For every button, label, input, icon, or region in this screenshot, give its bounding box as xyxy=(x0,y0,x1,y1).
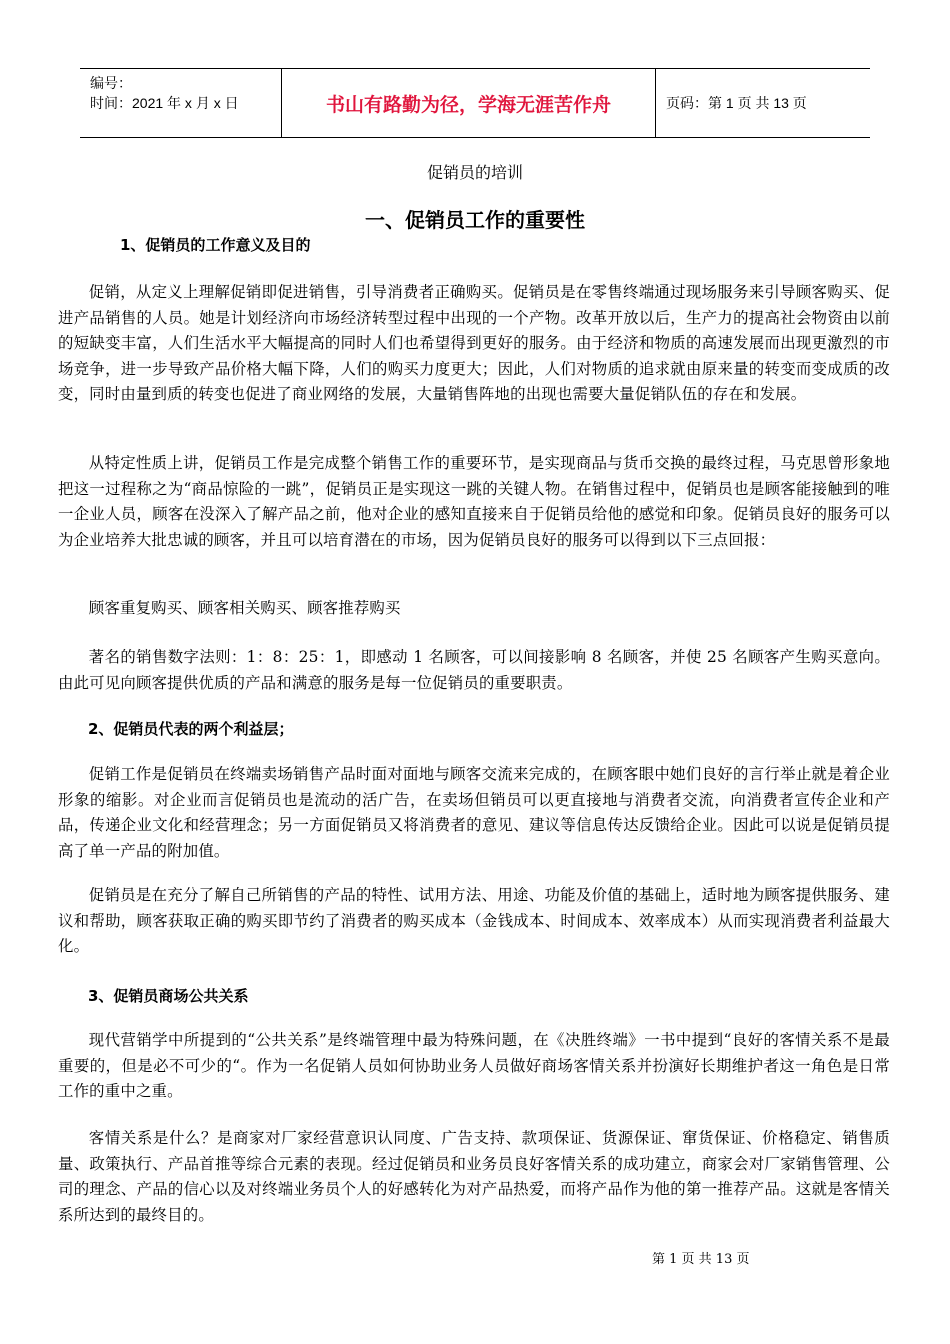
page-footer: 第 1 页 共 13 页 xyxy=(652,1252,750,1267)
header-meta-cell xyxy=(80,69,282,137)
paragraph: 客情关系是什么？是商家对厂家经营意识认同度、广告支持、款项保证、货源保证、窜货保证、价格稳定、销售质量、政策执行、产品首推等综合元素的表现。经过促销员和业务员良好客情关系的成功建立，商家会对厂家销售管理、公司的理念、产品的信心以及对终端业务员个人的好感转化为对产品热爱，而将产品作为他的第一推荐产品。这就是客情关系所达到的最终目的。 xyxy=(58,1129,890,1224)
paragraph: 从特定性质上讲，促销员工作是完成整个销售工作的重要环节，是实现商品与货币交换的最终过程，马克思曾形象地把这一过程称之为“商品惊险的一跳”，促销员正是实现这一跳的关键人物。在销售过程中，促销员也是顾客能接触到的唯一企业人员，顾客在没深入了解产品之前，他对企业的感知直接来自于促销员给他的感觉和印象。促销员良好的服务可以为企业培养大批忠诚的顾客，并且可以培育潜在的市场，因为促销员良好的服务可以得到以下三点回报： xyxy=(58,454,890,549)
paragraph: 促销工作是促销员在终端卖场销售产品时面对面地与顾客交流来完成的，在顾客眼中她们良好的言行举止就是着企业形象的缩影。对企业而言促销员也是流动的活广告，在卖场但销员可以更直接地与消费者交流，向消费者宣传企业和产品，传递企业文化和经营理念；另一方面促销员又将消费者的意见、建议等信息传达反馈给企业。因此可以说是促销员提高了单一产品的附加值。 xyxy=(58,765,890,860)
page-info: 页码：第 1 页 共 13 页 xyxy=(666,95,807,111)
header-page-cell xyxy=(656,69,870,137)
section-heading: 3、促销员商场公共关系 xyxy=(88,987,249,1005)
header-motto-cell xyxy=(282,69,656,137)
section-heading: 2、促销员代表的两个利益层； xyxy=(88,720,294,738)
document-title: 促销员的培训 xyxy=(426,163,523,182)
paragraph: 著名的销售数字法则：1：8：25：1，即感动 1 名顾客，可以间接影响 8 名顾客，并使 25 名顾客产生购买意向。由此可见向顾客提供优质的产品和满意的服务是每一位促销员的重要职责。 xyxy=(58,648,890,692)
number-label: 编号： xyxy=(90,75,132,91)
date-label: 时间：2021 年 x 月 x 日 xyxy=(90,95,239,111)
document-header xyxy=(80,68,870,138)
main-heading: 一、促销员工作的重要性 xyxy=(365,208,585,232)
motto-text: 书山有路勤为径，学海无涯苦作舟 xyxy=(325,93,611,116)
section-heading: 1、促销员的工作意义及目的 xyxy=(120,236,311,254)
paragraph: 顾客重复购买、顾客相关购买、顾客推荐购买 xyxy=(88,599,401,617)
paragraph: 促销员是在充分了解自己所销售的产品的特性、试用方法、用途、功能及价值的基础上，适时地为顾客提供服务、建议和帮助，顾客获取正确的购买即节约了消费者的购买成本（金钱成本、时间成本、效率成本）从而实现消费者利益最大化。 xyxy=(58,886,890,955)
paragraph: 现代营销学中所提到的“公共关系”是终端管理中最为特殊问题，在《决胜终端》一书中提到“良好的客情关系不是最重要的，但是必不可少的“。作为一名促销人员如何协助业务人员做好商场客情关系并扮演好长期维护者这一角色是日常工作的重中之重。 xyxy=(58,1031,890,1100)
paragraph: 促销，从定义上理解促销即促进销售，引导消费者正确购买。促销员是在零售终端通过现场服务来引导顾客购买、促进产品销售的人员。她是计划经济向市场经济转型过程中出现的一个产物。改革开放以后，生产力的提高社会物资由以前的短缺变丰富，人们生活水平大幅提高的同时人们也希望得到更好的服务。由于经济和物质的高速发展而出现更激烈的市场竞争，进一步导致产品价格大幅下降，人们的购买力度更大；因此，人们对物质的追求就由原来量的转变而变成质的改变，同时由量到质的转变也促进了商业网络的发展，大量销售阵地的出现也需要大量促销队伍的存在和发展。 xyxy=(58,283,890,403)
